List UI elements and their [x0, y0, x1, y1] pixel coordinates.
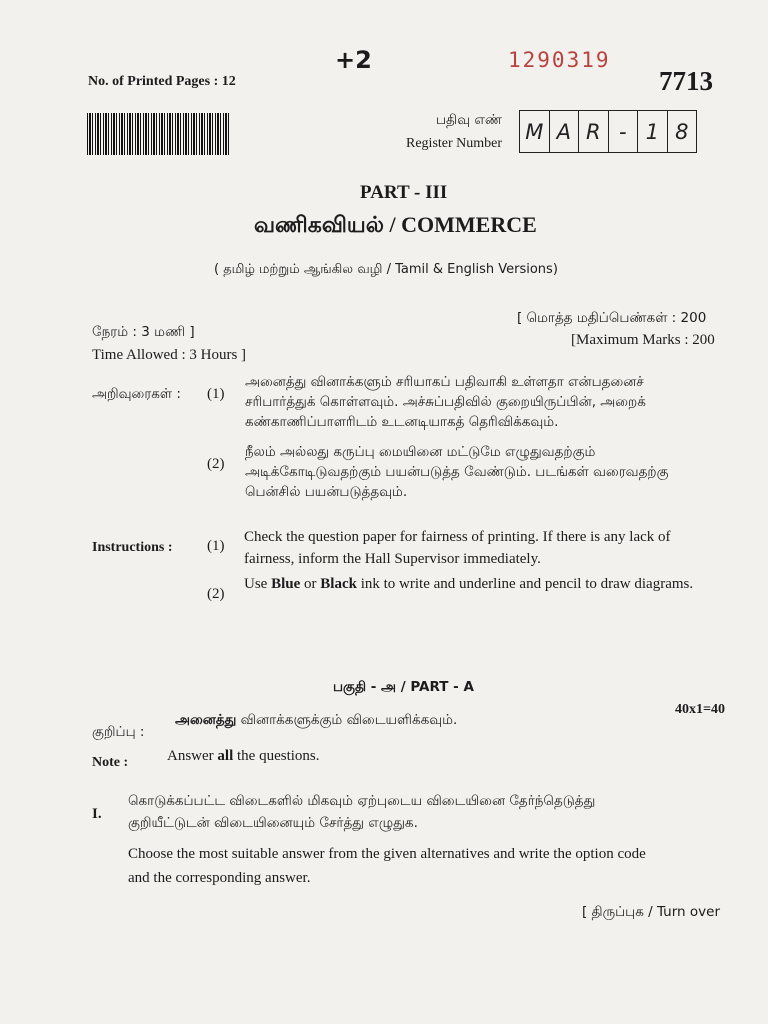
time-tamil: நேரம் : 3 மணி ] — [92, 324, 195, 340]
text-span: Answer — [167, 748, 218, 764]
subject-title: வணிகவியல் / COMMERCE — [254, 212, 537, 237]
instruction-line: நீலம் அல்லது கருப்பு மையினை மட்டுமே எழுதுவதற்கும் — [245, 444, 596, 460]
printed-pages-count: No. of Printed Pages : 12 — [88, 74, 236, 89]
section-instruction-tamil — [128, 790, 595, 834]
barcode — [87, 113, 229, 155]
marks-tamil: [ மொத்த மதிப்பெண்கள் : 200 — [517, 310, 707, 326]
section-number: I. — [92, 806, 102, 822]
part-a-heading: பகுதி - அ / PART - A — [333, 679, 474, 695]
tamil-instructions-label: அறிவுரைகள் : — [92, 386, 181, 402]
text-span: Blue — [271, 576, 301, 592]
instruction-line: அனைத்து வினாக்களும் சரியாகப் பதிவாகி உள்ளதா என்பதனைச் — [245, 374, 644, 390]
register-digit: 1 — [638, 111, 668, 152]
register-digit: M — [520, 111, 550, 152]
versions-note: ( தமிழ் மற்றும் ஆங்கில வழி / Tamil & English Versions) — [214, 262, 558, 277]
part-a-marks: 40x1=40 — [675, 702, 725, 717]
note-tamil-label: குறிப்பு : — [92, 724, 145, 740]
instruction-line: and the corresponding answer. — [128, 870, 311, 886]
instruction-line: குறியீட்டுடன் விடையினையும் சேர்த்து எழுதுக. — [128, 815, 418, 831]
instruction-line: கொடுக்கப்பட்ட விடைகளில் மிகவும் ஏற்புடைய விடையினை தேர்ந்தெடுத்து — [128, 793, 596, 809]
text-span: Use — [244, 576, 272, 592]
instruction-line: Choose the most suitable answer from the given alternatives and write the option code — [128, 846, 646, 862]
text-span: or — [300, 576, 321, 592]
register-digit: A — [550, 111, 580, 152]
register-digit: - — [609, 111, 639, 152]
text-span: அனைத்து — [175, 712, 237, 728]
paper-code: 7713 — [659, 66, 713, 96]
note-english-text — [167, 748, 320, 765]
register-label-english: Register Number — [406, 136, 503, 151]
marks-english: [Maximum Marks : 200 — [571, 332, 715, 348]
tamil-instruction-number: (1) — [207, 386, 225, 402]
text-span: ink to write and underline and pencil to draw diagrams. — [356, 576, 694, 592]
instruction-line: Check the question paper for fairness of printing. If there is any lack of — [244, 529, 671, 545]
tamil-instruction-1 — [245, 372, 646, 432]
serial-number: 1290319 — [508, 48, 611, 72]
text-span: வினாக்களுக்கும் விடையளிக்கவும். — [236, 712, 458, 728]
text-span: the questions. — [233, 748, 320, 764]
instruction-line: பென்சில் பயன்படுத்தவும். — [245, 484, 408, 500]
note-tamil-text — [175, 712, 457, 730]
english-instruction-number: (2) — [207, 586, 225, 602]
turn-over-note: [ திருப்புக / Turn over — [582, 904, 721, 920]
text-span: Black — [320, 576, 357, 592]
register-digit: R — [579, 111, 609, 152]
tamil-instruction-number: (2) — [207, 456, 225, 472]
register-digit: 8 — [675, 119, 689, 144]
register-number-box — [519, 110, 697, 153]
tamil-instruction-2 — [245, 442, 669, 502]
instruction-line: கண்காணிப்பாளரிடம் உடனடியாகத் தெரிவிக்கவும். — [245, 414, 559, 430]
part-title: PART - III — [360, 182, 448, 203]
instruction-line: அடிக்கோடிடுவதற்கும் பயன்படுத்த வேண்டும். படங்கள் வரைவதற்கு — [245, 464, 669, 480]
note-english-label: Note : — [92, 755, 129, 770]
english-instructions-label: Instructions : — [92, 540, 173, 555]
handwritten-mark: +2 — [335, 46, 372, 74]
text-span: all — [217, 748, 234, 764]
time-english: Time Allowed : 3 Hours ] — [92, 347, 247, 363]
english-instruction-1 — [244, 526, 671, 570]
instruction-line: சரிபார்த்துக் கொள்ளவும். அச்சுப்பதிவில் குறையிருப்பின், அறைக் — [245, 394, 646, 410]
english-instruction-2 — [244, 576, 693, 593]
english-instruction-number: (1) — [207, 538, 225, 554]
register-label-tamil: பதிவு எண் — [436, 112, 503, 128]
section-instruction-english — [128, 842, 646, 890]
instruction-line: fairness, inform the Hall Supervisor immediately. — [244, 551, 541, 567]
